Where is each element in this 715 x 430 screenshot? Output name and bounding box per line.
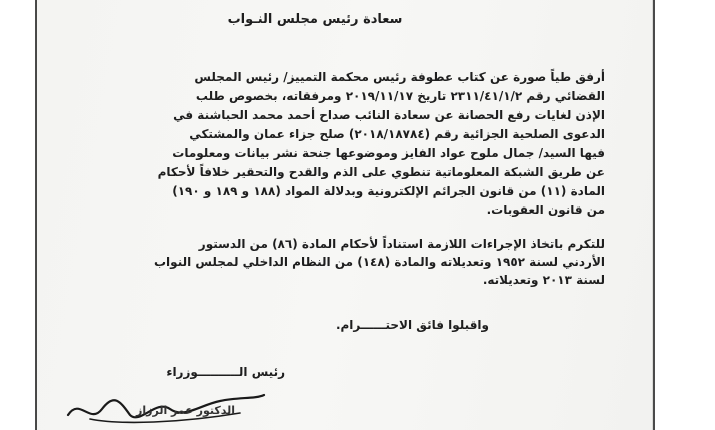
background-left-margin <box>0 0 36 430</box>
body-line: المادة (١١) من قانون الجرائم الإلكترونية وبدلالة المواد (١٨٨ و ١٨٩ و ١٩٠) <box>172 184 605 198</box>
background-right-margin <box>653 0 715 430</box>
body-line: الأردني لسنة ١٩٥٢ وتعديلاته والمادة (١٤٨) من النظام الداخلي لمجلس النواب <box>154 255 605 269</box>
body-line: لسنة ٢٠١٣ وتعديلاته. <box>482 273 605 287</box>
body-line: القضائي رقم ٢٣١١/٤١/١/٢ تاريخ ٢٠١٩/١١/١٧ ومرفقاته، بخصوص طلب <box>195 89 605 103</box>
body-line: فيها السيد/ جمال ملوح عواد الفايز وموضوعها جنحة نشر بيانات ومعلومات <box>172 146 605 160</box>
recipient-heading: سعادة رئيس مجلس النـواب <box>227 12 403 27</box>
body-line: من قانون العقوبات. <box>486 203 605 217</box>
body-line: للتكرم باتخاذ الإجراءات اللازمة استناداً لأحكام المادة (٨٦) من الدستور <box>198 237 605 251</box>
signatory-title: رئيس الــــــــــوزراء <box>166 365 285 379</box>
closing-line: واقبلوا فائق الاحتــــــرام. <box>335 318 489 332</box>
signatory-name: الدكتور عمر الرزاز <box>136 404 235 417</box>
body-line: الإذن لغايات رفع الحصانة عن سعادة النائب صداح أحمد محمد الحباشنة في <box>173 108 605 122</box>
body-line: عن طريق الشبكة المعلوماتية تنطوي على الذم والقدح والتحقير خلافاً لأحكام <box>157 165 605 179</box>
body-line: أرفق طياً صورة عن كتاب عطوفة رئيس محكمة التمييز/ رئيس المجلس <box>194 70 605 84</box>
body-line: الدعوى الصلحية الجزائية رقم (٢٠١٨/١٨٧٨٤) صلح جزاء عمان والمشتكي <box>189 127 605 141</box>
page-right-edge <box>653 0 655 430</box>
page-left-edge <box>35 0 37 430</box>
